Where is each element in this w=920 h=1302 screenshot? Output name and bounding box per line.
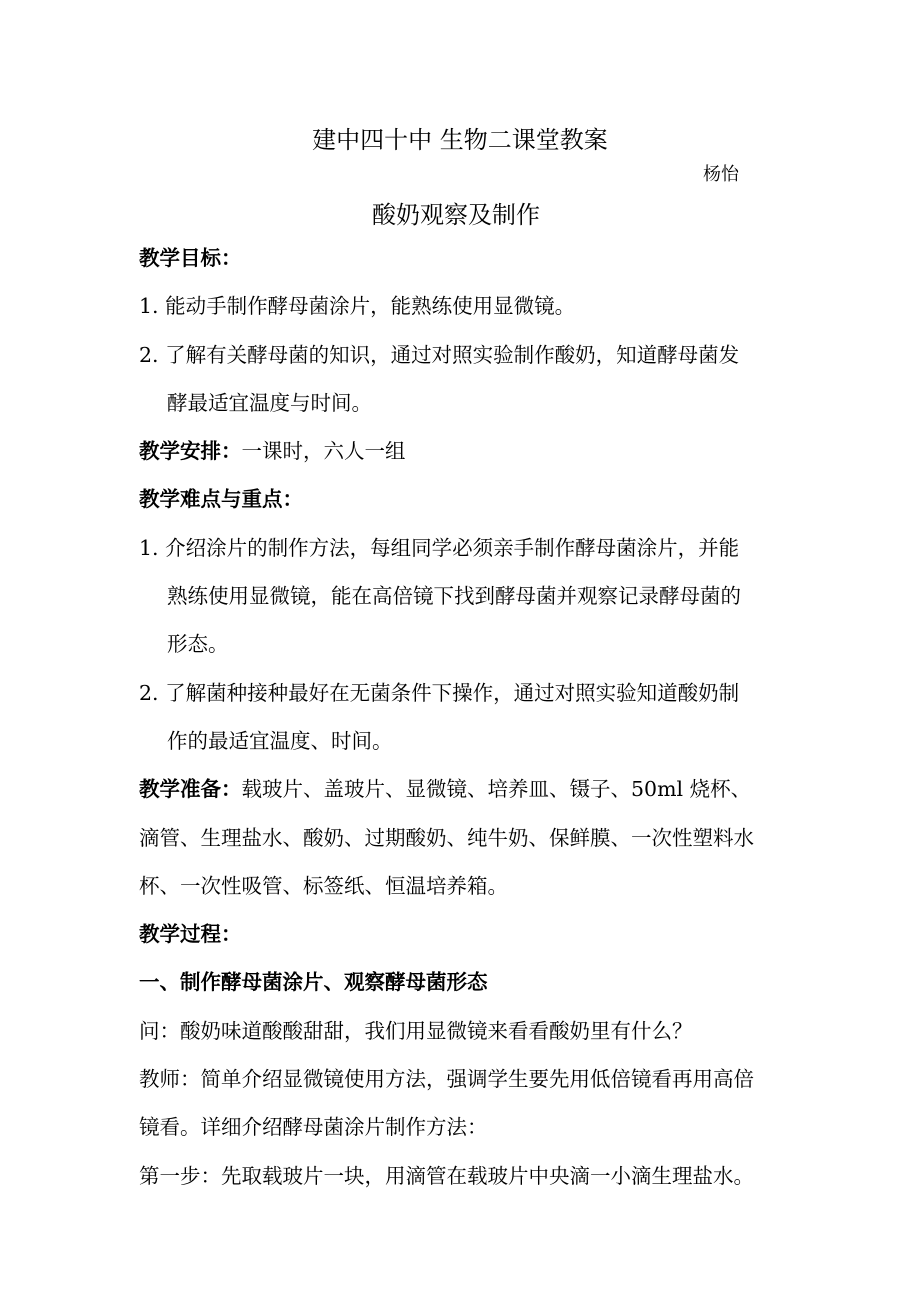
preparation-heading: 教学准备：: [139, 777, 242, 802]
teacher-text: 教师：简单介绍显微镜使用方法，强调学生要先用低倍镜看再用高倍: [139, 1067, 754, 1092]
goals-heading: 教学目标：: [139, 246, 242, 270]
difficulty-item-2: 2. 了解菌种接种最好在无菌条件下操作，通过对照实验知道酸奶制: [139, 680, 740, 705]
difficulty-item-1-cont: 熟练使用显微镜，能在高倍镜下找到酵母菌并观察记录酵母菌的: [167, 584, 741, 609]
preparation-text-1: 载玻片、盖玻片、显微镜、培养皿、镊子、50ml 烧杯、: [241, 777, 752, 802]
goal-item-1: 1. 能动手制作酵母菌涂片，能熟练使用显微镜。: [139, 294, 576, 319]
teacher-text-cont: 镜看。详细介绍酵母菌涂片制作方法：: [139, 1115, 488, 1140]
arrangement-text: 一课时，六人一组: [241, 439, 406, 464]
preparation: [139, 765, 799, 813]
author-name: 杨怡: [703, 164, 739, 185]
preparation-text-3: 杯、一次性吸管、标签纸、恒温培养箱。: [139, 873, 508, 898]
question-text: 问：酸奶味道酸酸甜甜，我们用显微镜来看看酸奶里有什么？: [139, 1018, 693, 1043]
arrangement-heading: 教学安排：: [139, 439, 242, 464]
preparation-text-2: 滴管、生理盐水、酸奶、过期酸奶、纯牛奶、保鲜膜、一次性塑料水: [139, 825, 754, 850]
arrangement: [139, 427, 799, 475]
step-1-text: 第一步：先取载玻片一块，用滴管在载玻片中央滴一小滴生理盐水。: [139, 1163, 754, 1188]
lesson-title: 酸奶观察及制作: [372, 201, 540, 229]
document-body: [139, 234, 799, 1200]
difficulty-item-1-cont2: 形态。: [167, 632, 229, 657]
goal-item-2: 2. 了解有关酵母菌的知识，通过对照实验制作酸奶，知道酵母菌发: [139, 342, 740, 367]
goal-item-2-cont: 酵最适宜温度与时间。: [167, 390, 372, 415]
difficulty-item-2-cont: 作的最适宜温度、时间。: [167, 728, 393, 753]
document-title: 建中四十中 生物二课堂教案: [312, 126, 608, 154]
section-1-heading: 一、制作酵母菌涂片、观察酵母菌形态: [139, 970, 488, 995]
difficulty-heading: 教学难点与重点：: [139, 487, 303, 512]
process-heading: 教学过程：: [139, 922, 242, 947]
difficulty-item-1: 1. 介绍涂片的制作方法，每组同学必须亲手制作酵母菌涂片，并能: [139, 535, 740, 560]
